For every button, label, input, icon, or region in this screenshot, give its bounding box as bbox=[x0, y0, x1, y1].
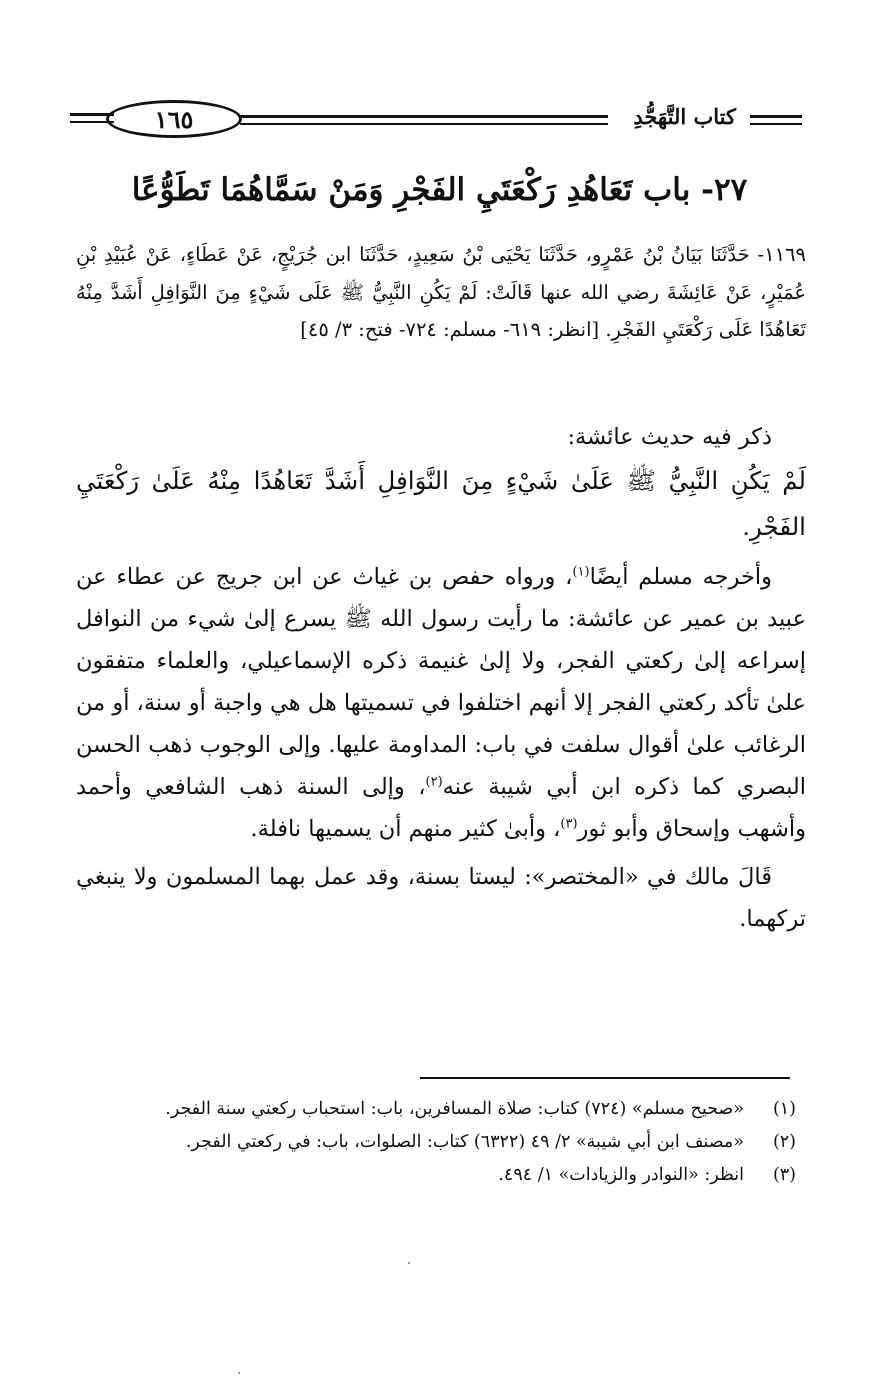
footnote-item bbox=[76, 1094, 796, 1125]
book-title: كتاب التَّهَجُّدِ bbox=[633, 104, 736, 129]
footnote-ref-1[interactable]: (١) bbox=[572, 564, 590, 580]
commentary-text-b: ، ورواه حفص بن غياث عن ابن جريج عن عطاء عن عبيد بن عمير عن عائشة: ما رأيت رسول الله ﷺ يسرع إلىٰ شيء من النوافل إسراعه إلىٰ ركعتي الفجر، ولا إلىٰ غنيمة ذكره الإسماعيلي، والعلماء متفقون علىٰ تأكد ركعتي الفجر إلا أنهم اختلفوا في تسميتها هل هي واجبة أو سنة، أو من الرغائب علىٰ أقوال سلفت في باب: المداومة عليها. وإلى الوجوب ذهب الحسن البصري كما ذكره ابن أبي شيبة عنه bbox=[76, 564, 806, 800]
commentary-text-a: وأخرجه مسلم أيضًا bbox=[589, 564, 772, 590]
scan-speck bbox=[238, 1372, 240, 1374]
footnote-text: «صحيح مسلم» (٧٢٤) كتاب: صلاة المسافرين، باب: استحباب ركعتي سنة الفجر. bbox=[165, 1099, 744, 1119]
footnote-ref-2[interactable]: (٢) bbox=[425, 774, 443, 790]
header-rule-middle bbox=[240, 115, 608, 118]
footnote-item bbox=[76, 1160, 796, 1191]
footnote-ref-3[interactable]: (٣) bbox=[560, 816, 578, 832]
header-rule-middle-thin bbox=[240, 123, 608, 125]
commentary-quote: لَمْ يَكُنِ النَّبِيُّ ﷺ عَلَىٰ شَيْءٍ مِنَ النَّوَافِلِ أَشَدَّ تَعَاهُدًا مِنْهُ عَلَىٰ رَكْعَتَيِ الفَجْرِ. bbox=[76, 466, 806, 541]
commentary bbox=[76, 416, 806, 940]
hadith-text: ١١٦٩- حَدَّثَنَا بَيَانُ بْنُ عَمْرٍو، حَدَّثَنَا يَحْيَى بْنُ سَعِيدٍ، حَدَّثَنَا ابن جُرَيْجٍ، عَنْ عَطَاءٍ، عَنْ عُبَيْدِ بْنِ عُمَيْرٍ، عَنْ عَائِشَةَ رضي الله عنها قَالَتْ: لَمْ يَكُنِ النَّبِيُّ ﷺ عَلَى شَيْءٍ مِنَ النَّوَافِلِ أَشَدَّ مِنْهُ تَعَاهُدًا عَلَى رَكْعَتَيِ الفَجْرِ. [انظر: ٦١٩- مسلم: ٧٢٤- فتح: ٣/ ٤٥] bbox=[76, 243, 806, 341]
footnote-number: (٣) bbox=[772, 1165, 796, 1185]
scan-speck bbox=[408, 1262, 410, 1264]
commentary-paragraph-malik: قَالَ مالك في «المختصر»: ليستا بسنة، وقد عمل بهما المسلمون ولا ينبغي تركهما. bbox=[76, 864, 806, 932]
commentary-text-c: ، وإلى السنة ذهب الشافعي وأحمد وأشهب وإسحاق وأبو ثور bbox=[76, 774, 806, 842]
footnote-number: (١) bbox=[772, 1099, 796, 1119]
footnote-text: «مصنف ابن أبي شيبة» ٢/ ٤٩ (٦٣٢٢) كتاب: الصلوات، باب: في ركعتي الفجر. bbox=[185, 1132, 744, 1152]
footnote-item bbox=[76, 1127, 796, 1158]
header-rule-right-thin bbox=[750, 123, 802, 125]
running-header bbox=[70, 100, 806, 140]
footnotes bbox=[76, 1094, 796, 1193]
footnote-separator bbox=[420, 1077, 790, 1079]
commentary-paragraph bbox=[76, 556, 806, 850]
footnote-number: (٢) bbox=[772, 1132, 796, 1152]
commentary-intro: ذكر فيه حديث عائشة: bbox=[567, 424, 772, 450]
chapter-heading: ٢٧- باب تَعَاهُدِ رَكْعَتَيِ الفَجْرِ وَمَنْ سَمَّاهُمَا تَطَوُّعًا bbox=[131, 172, 748, 208]
footnote-text: انظر: «النوادر والزيادات» ١/ ٤٩٤. bbox=[498, 1165, 744, 1185]
header-rule-right bbox=[750, 115, 802, 118]
commentary-text-d: ، وأبىٰ كثير منهم أن يسميها نافلة. bbox=[250, 816, 561, 842]
page-number: ١٦٥ bbox=[106, 100, 242, 138]
